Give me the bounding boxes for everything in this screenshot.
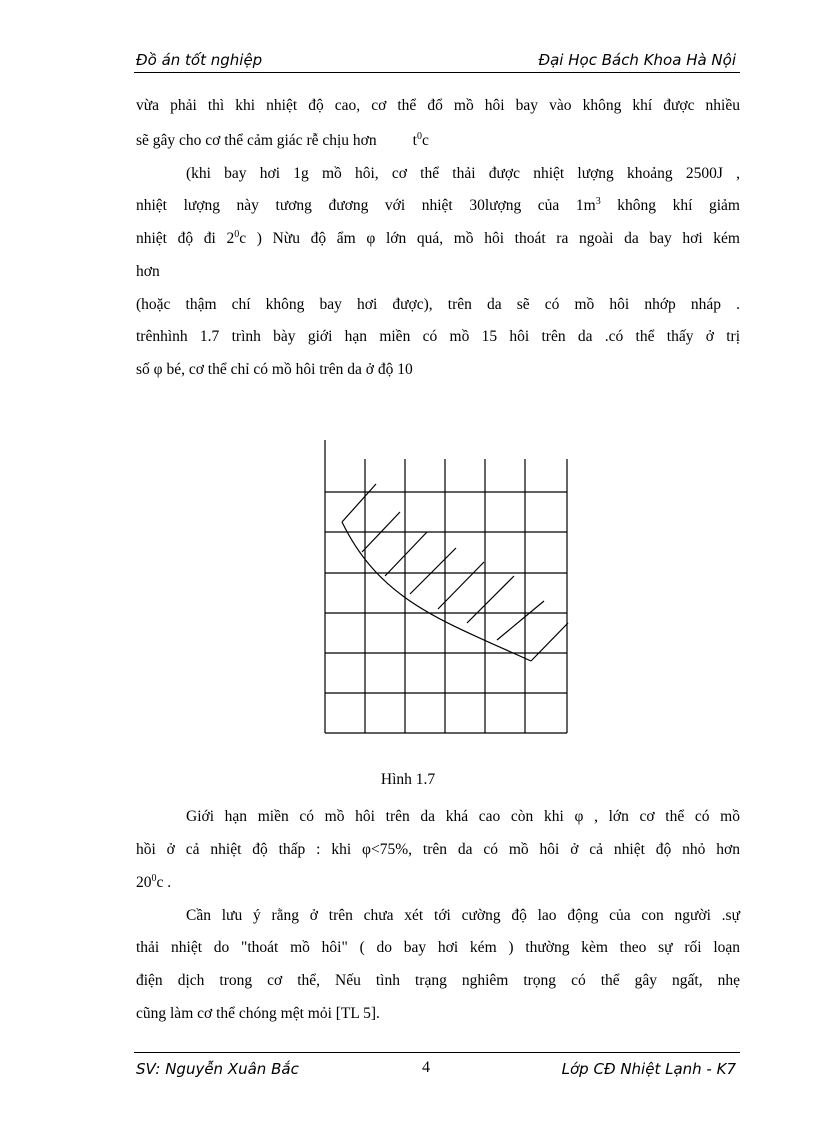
body2-line-5: thải nhiệt do "thoát mồ hôi" ( do bay hơi kém ) thường kèm theo sự rối loạn xyxy=(136,939,740,956)
body-line-8: trênhình 1.7 trình bày giới hạn miền có mồ 15 hôi trên da .có thể thấy ở trị xyxy=(136,328,740,345)
header-left-text: Đồ án tốt nghiệp xyxy=(136,51,263,69)
body-line-6: hơn xyxy=(136,263,160,280)
body-line-7: (hoặc thậm chí không bay hơi được), trên da sẽ có mồ hôi nhớp nháp . xyxy=(136,296,740,313)
footer-class: Lớp CĐ Nhiệt Lạnh - K7 xyxy=(561,1060,736,1078)
body-line-1: vừa phải thì khi nhiệt độ cao, cơ thể đổ mồ hôi bay vào không khí được nhiều xyxy=(136,97,740,114)
body-line-3: (khi bay hơi 1g mồ hôi, cơ thể thải được nhiệt lượng khoảng 2500J , xyxy=(186,165,740,182)
body2-line-4: Cần lưu ý rằng ở trên chưa xét tới cường độ lao động của con người .sự xyxy=(186,907,740,924)
body-line-4: nhiệt lượng này tương đương với nhiệt 30lượng của $1m^3$ không khí giảm xyxy=(136,196,740,214)
hatch-line xyxy=(342,484,376,522)
body2-line-3: $20^0c$ . xyxy=(136,873,172,891)
hatch-line xyxy=(497,601,544,640)
hatch-line xyxy=(385,532,427,576)
body2-line-1: Giới hạn miền có mồ hôi trên da khá cao còn khi φ , lớn cơ thể có mồ xyxy=(186,808,740,825)
page-number: 4 xyxy=(422,1059,430,1076)
header-right-text: Đại Học Bách Khoa Hà Nội xyxy=(538,51,736,69)
body2-line-2: hồi ở cả nhiệt độ thấp : khi φ<75%, trên da có mồ hôi ở cả nhiệt độ nhỏ hơn xyxy=(136,841,740,858)
boundary-end-stroke xyxy=(531,623,568,661)
figure-caption: Hình 1.7 xyxy=(380,771,436,788)
body-line-9: số φ bé, cơ thể chỉ có mồ hôi trên da ở độ 10 xyxy=(136,361,413,378)
body-line-2: sẽ gây cho cơ thể cảm giác rễ chịu hơn $t^0c$ xyxy=(136,131,429,149)
hatch-line xyxy=(410,548,456,594)
body2-line-7: cũng làm cơ thể chóng mệt mỏi [TL 5]. xyxy=(136,1005,380,1022)
footer-author: SV: Nguyễn Xuân Bắc xyxy=(136,1060,299,1078)
body2-line-6: điện dịch trong cơ thể, Nếu tình trạng nghiêm trọng có thể gây ngất, nhẹ xyxy=(136,972,740,989)
hatch-line xyxy=(467,576,514,623)
body-line-5: nhiệt độ đi $2^0c$ ) Nừu độ ẩm φ lớn quá, mồ hôi thoát ra ngoài da bay hơi kém xyxy=(136,229,740,247)
page-footer xyxy=(134,1052,740,1083)
figure-grid xyxy=(325,440,567,733)
